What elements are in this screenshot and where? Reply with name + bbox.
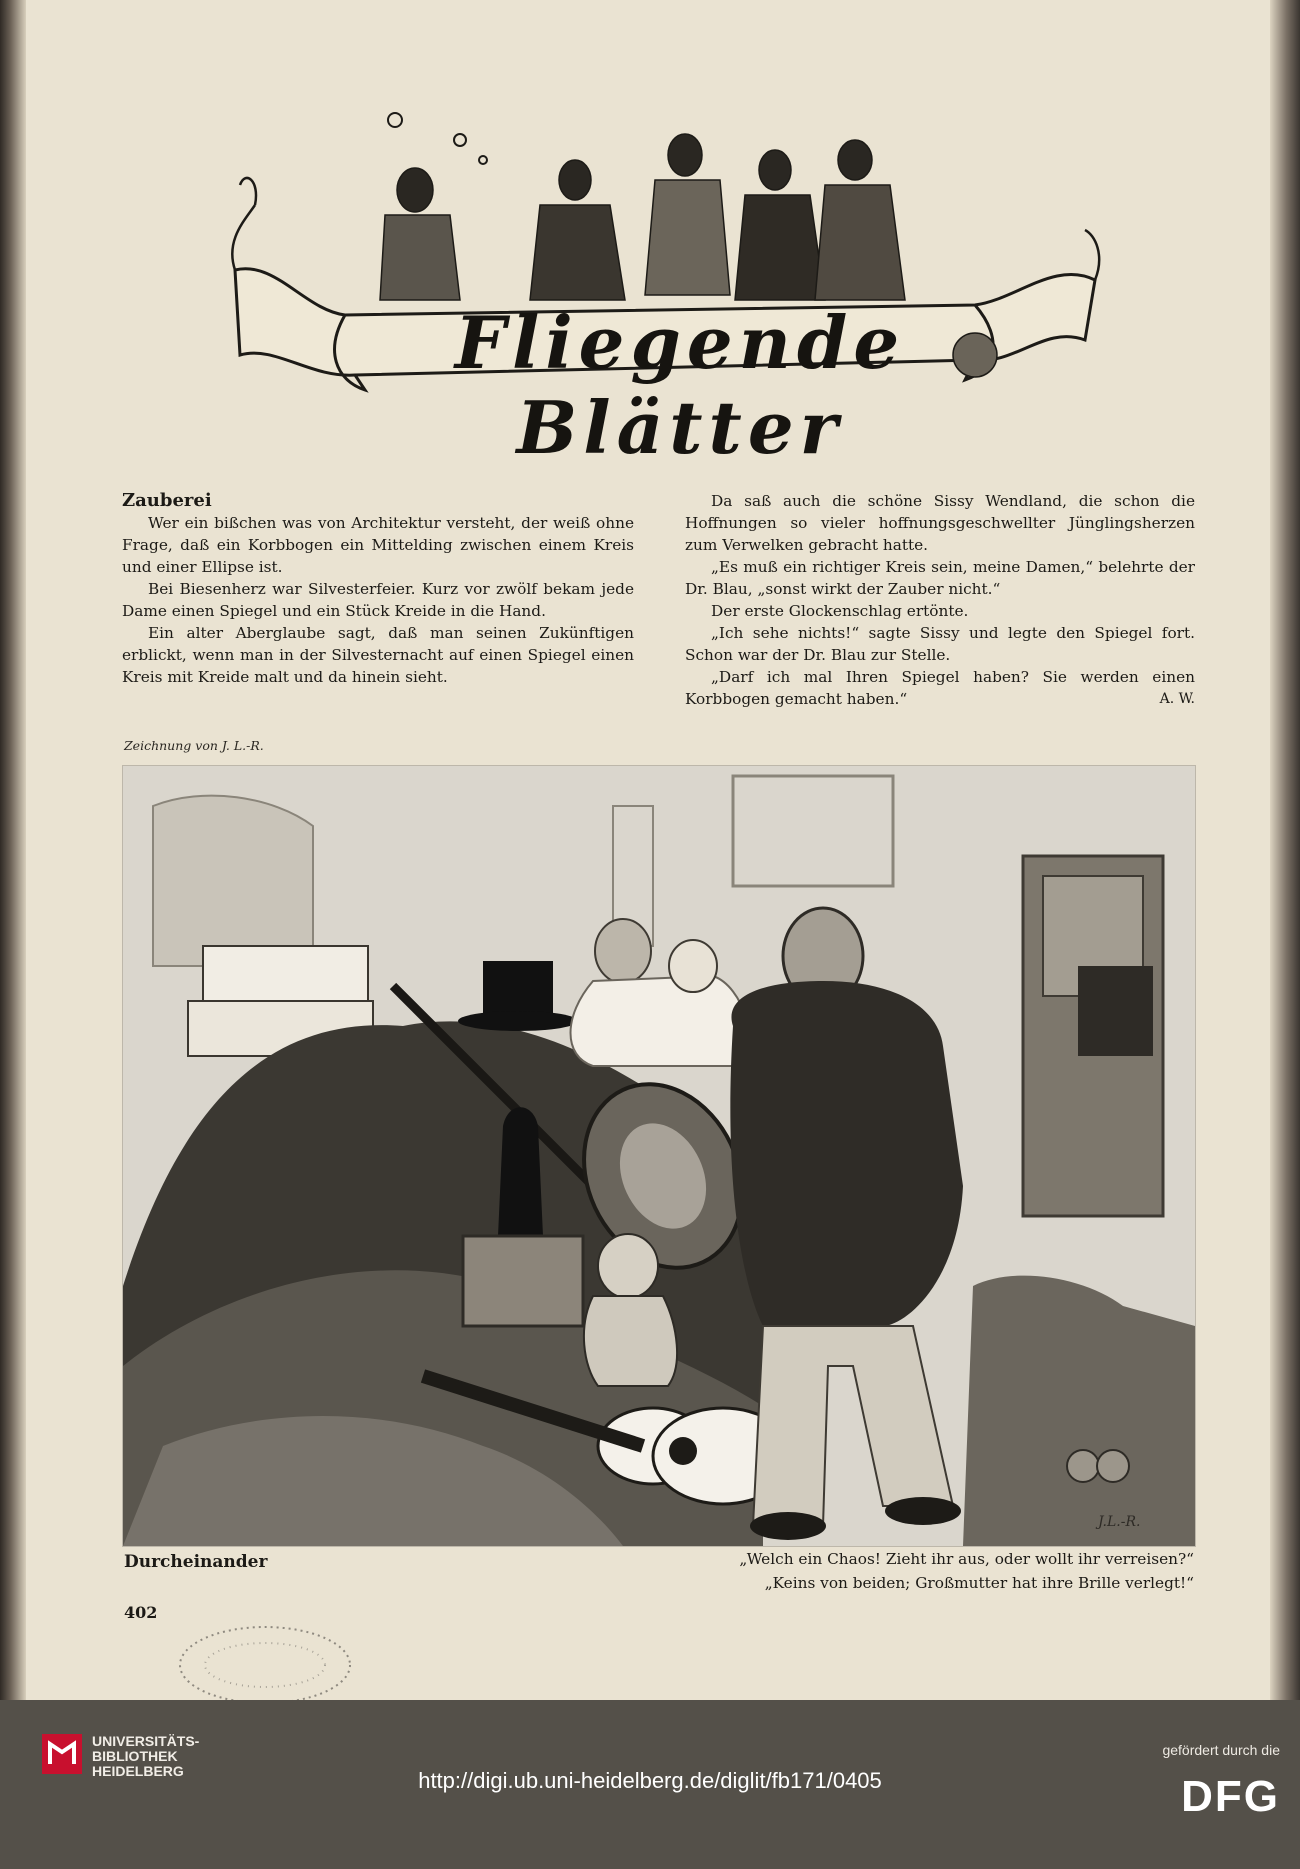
article-paragraph: Da saß auch die schöne Sissy Wendland, die schon die Hoffnungen so vieler hoffnungsgeschwellter Jünglingsherzen zum Verwelken gebracht hatte. (685, 492, 1195, 554)
article-last-paragraph: „Darf ich mal Ihren Spiegel haben? Sie werden einen Korbbogen gemacht haben.“ (685, 668, 1195, 708)
article-paragraph (685, 666, 1195, 710)
article-paragraph: „Es muß ein richtiger Kreis sein, meine Damen,“ belehrte der Dr. Blau, „sonst wirkt der Zauber nicht.“ (685, 558, 1195, 598)
illustration-signature: J.L.-R. (1098, 1514, 1141, 1530)
dfg-logo[interactable]: DFG (1181, 1772, 1280, 1821)
funded-by-label: gefördert durch die (1162, 1742, 1280, 1758)
library-name: UNIVERSITÄTS- BIBLIOTHEK HEIDELBERG (92, 1733, 200, 1779)
masthead-title: Fliegende Blätter (454, 300, 906, 470)
article-paragraph: Der erste Glockenschlag ertönte. (711, 602, 969, 620)
article-heading: Zauberei (122, 490, 212, 511)
article-paragraph: „Ich sehe nichts!“ sagte Sissy und legte den Spiegel fort. Schon war der Dr. Blau zur Stelle. (685, 624, 1195, 664)
caption-line: „Welch ein Chaos! Zieht ihr aus, oder wollt ihr verreisen?“ (739, 1550, 1194, 1568)
article-column-left (122, 490, 634, 688)
illustration-durcheinander (122, 765, 1196, 1547)
article-column-right (685, 490, 1195, 710)
caption-quote (739, 1547, 1194, 1595)
article-signoff: A. W. (1159, 691, 1195, 707)
library-stamp (170, 1620, 360, 1700)
caption-line: „Keins von beiden; Großmutter hat ihre Brille verlegt!“ (764, 1574, 1194, 1592)
permalink-url[interactable]: http://digi.ub.uni-heidelberg.de/diglit/fb171/0405 (418, 1768, 882, 1793)
page-number: 402 (124, 1603, 158, 1622)
article-paragraph: Wer ein bißchen was von Architektur versteht, der weiß ohne Frage, daß ein Korbbogen ein Mittelding zwischen einem Kreis und einer Ellipse ist. (122, 514, 634, 576)
illustration-credit: Zeichnung von J. L.-R. (124, 738, 264, 753)
page-edge-right (1270, 0, 1300, 1700)
article-paragraph: Bei Biesenherz war Silvesterfeier. Kurz vor zwölf bekam jede Dame einen Spiegel und ein Stück Kreide in die Hand. (122, 580, 634, 620)
page-edge-left (0, 0, 26, 1700)
masthead (215, 110, 1105, 470)
article-paragraph: Ein alter Aberglaube sagt, daß man seinen Zukünftigen erblickt, wenn man in der Silvesternacht auf einen Spiegel einen Kreis mit Kreide malt und da hinein sieht. (122, 624, 634, 686)
caption-title: Durcheinander (124, 1552, 268, 1572)
illustration-drawing (123, 766, 1195, 1546)
